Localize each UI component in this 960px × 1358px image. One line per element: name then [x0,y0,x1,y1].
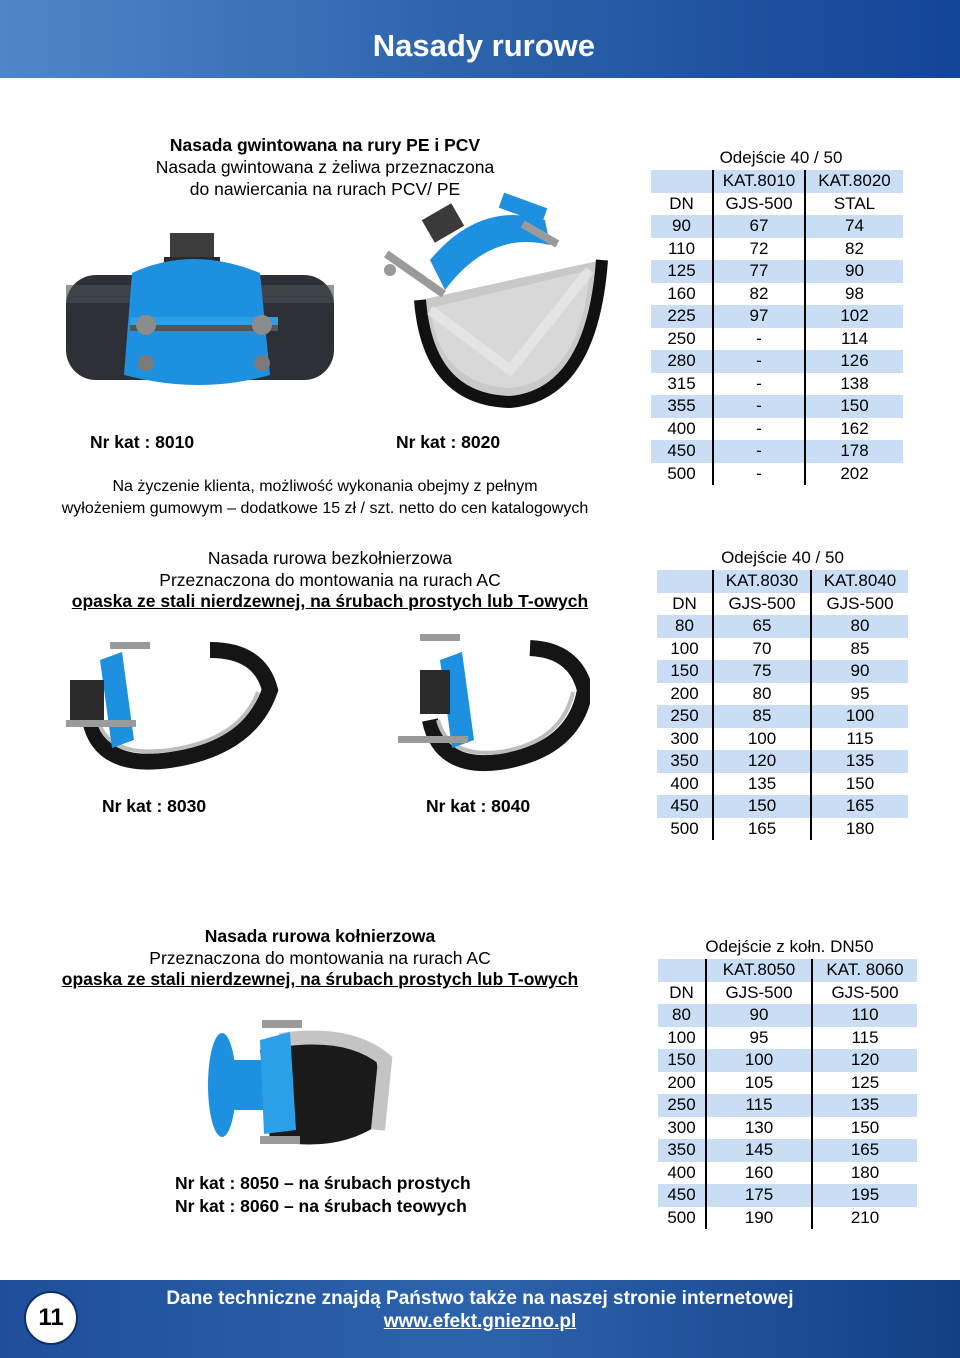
section3-text [30,926,610,991]
table-cell: 102 [805,305,903,328]
table-row [658,1072,917,1095]
table-cell: 150 [658,1049,706,1072]
table-cell: 225 [651,305,713,328]
table-row [657,660,908,683]
table-subheader-cell: DN [651,193,713,216]
table-cell: 72 [713,238,805,261]
table-cell: - [713,440,805,463]
table-caption: Odejście 40 / 50 [721,548,844,567]
table-cell: 70 [713,638,811,661]
catalog-number-8040: Nr kat : 8040 [426,796,531,816]
table-cell: 200 [657,683,713,706]
table-cell: 200 [658,1072,706,1095]
table-cell: 300 [658,1117,706,1140]
table-cell: 77 [713,260,805,283]
table-cell: 82 [713,283,805,306]
table-cell: 115 [846,728,874,748]
table-row [658,1139,917,1162]
product-photo-8020 [370,190,610,415]
table-cell: 75 [713,660,811,683]
spec-table-8050-8060 [658,935,917,1229]
table-cell: 100 [706,1049,812,1072]
table-cell: 150 [845,773,875,793]
table-row [651,463,903,486]
table-row [651,350,903,373]
table-cell: 130 [706,1117,812,1140]
table-cell: 95 [850,683,870,703]
table-cell: 115 [706,1094,812,1117]
table-cell: 400 [658,1162,706,1185]
table-cell: 450 [651,440,713,463]
table-subheader-cell: GJS-500 [826,593,894,613]
table-row [657,683,908,706]
section1-title: Nasada gwintowana na rury PE i PCV [169,135,481,155]
table-cell: 150 [850,1117,880,1137]
table-cell: 450 [658,1184,706,1207]
table-cell: 175 [706,1184,812,1207]
table-header-cell: KAT.8010 [713,170,805,193]
table-cell: - [713,328,805,351]
table-cell: 150 [713,795,811,818]
table-subheader-cell: GJS-500 [713,593,811,616]
table-cell: - [713,373,805,396]
table-cell: 85 [850,638,870,658]
table-cell: 105 [706,1072,812,1095]
table-header-cell: KAT.8050 [706,959,812,982]
table-row [657,750,908,773]
table-subheader-cell: DN [657,593,713,616]
table-cell: 90 [811,660,908,683]
table-row [651,260,903,283]
table-row [651,440,903,463]
table-cell: - [713,418,805,441]
section3-catalog-numbers [175,1172,471,1217]
table-row [657,705,908,728]
table-cell: 250 [657,705,713,728]
table-cell: 400 [651,418,713,441]
table-cell: 135 [713,773,811,796]
table-row [658,1162,917,1185]
table-cell: 165 [812,1139,917,1162]
table-cell: 100 [713,728,811,751]
table-row [658,1207,917,1230]
table-subheader-cell: GJS-500 [706,982,812,1005]
section3-underline: opaska ze stali nierdzewnej, na śrubach prostych lub T-owych [61,969,579,989]
table-cell: 82 [845,238,864,258]
table-cell: 210 [850,1207,880,1227]
catalog-number-8060: Nr kat : 8060 – na śrubach teowych [175,1195,467,1216]
table-header-cell [658,959,706,982]
table-caption: Odejście 40 / 50 [719,148,843,167]
product-photo-8010 [60,225,340,405]
table-cell: 160 [651,283,713,306]
table-cell: 300 [657,728,713,751]
table-row [658,1027,917,1050]
table-cell: 355 [651,395,713,418]
table-cell: 110 [812,1004,917,1027]
table-cell: 125 [651,260,713,283]
table-row [651,215,903,238]
table-cell: 126 [805,350,903,373]
table-cell: 65 [713,615,811,638]
product-photo-8040 [390,630,590,780]
product-photo-8030 [60,630,280,780]
table-subheader-cell: GJS-500 [831,982,899,1002]
table-cell: 195 [812,1184,917,1207]
table-header-cell [651,170,713,193]
table-row [658,1094,917,1117]
table-row [651,238,903,261]
table-header-cell: KAT.8030 [713,570,811,593]
spec-table-8030-8040 [657,546,908,840]
table-row [657,773,908,796]
table-cell: 160 [706,1162,812,1185]
table-row [657,615,908,638]
section3-desc: Przeznaczona do montowania na rurach AC [149,947,491,968]
section1-note-line2: wyłożeniem gumowym – dodatkowe 15 zł / szt. netto do cen katalogowych [61,500,589,517]
table-row [651,305,903,328]
catalog-number-8030: Nr kat : 8030 [102,796,207,816]
table-header-cell: KAT. 8060 [812,959,917,982]
table-cell: 162 [840,418,869,438]
table-subheader-cell: STAL [833,193,876,213]
table-cell: 350 [657,750,713,773]
catalog-number-8010: Nr kat : 8010 [90,432,195,452]
table-cell: 100 [811,705,908,728]
table-cell: 90 [651,215,713,238]
table-cell: 350 [658,1139,706,1162]
catalog-number-8020: Nr kat : 8020 [396,432,501,452]
section2-desc: Przeznaczona do montowania na rurach AC [159,569,501,590]
section1-desc-line1: Nasada gwintowana z żeliwa przeznaczona [155,157,495,177]
table-row [657,638,908,661]
table-cell: 450 [657,795,713,818]
table-cell: 120 [812,1049,917,1072]
table-cell: 125 [850,1072,880,1092]
page-title: Nasady rurowe [372,28,595,63]
table-cell: 114 [840,328,869,348]
table-cell: 67 [713,215,805,238]
table-cell: 80 [811,615,908,638]
table-cell: 190 [706,1207,812,1230]
table-cell: 80 [713,683,811,706]
table-cell: 90 [805,260,903,283]
page-number: 11 [24,1291,78,1345]
table-cell: 110 [651,238,713,261]
footer-website-link[interactable]: www.efekt.gniezno.pl [383,1311,577,1332]
table-cell: - [713,350,805,373]
table-cell: 500 [658,1207,706,1230]
table-cell: 202 [840,463,869,483]
table-row [651,418,903,441]
table-cell: 280 [651,350,713,373]
table-row [651,328,903,351]
table-row [658,1117,917,1140]
table-row [658,1004,917,1027]
table-cell: 135 [812,1094,917,1117]
section2-underline: opaska ze stali nierdzewnej, na śrubach prostych lub T-owych [71,591,589,611]
section1-note-line1: Na życzenie klienta, możliwość wykonania obejmy z pełnym [112,478,538,495]
table-cell: 74 [805,215,903,238]
table-cell: 95 [706,1027,812,1050]
table-cell: 138 [840,373,869,393]
table-row [657,818,908,841]
table-row [651,373,903,396]
table-cell: 178 [805,440,903,463]
section2-title: Nasada rurowa bezkołnierzowa [207,548,453,568]
spec-table-8010-8020 [651,146,903,485]
table-cell: 115 [851,1027,879,1047]
table-cell: 500 [651,463,713,486]
table-subheader-cell: GJS-500 [713,193,805,216]
table-cell: 98 [845,283,864,303]
table-cell: 80 [658,1004,706,1027]
table-row [651,395,903,418]
table-row [658,1184,917,1207]
table-cell: 165 [811,795,908,818]
section1-desc-line2: do nawiercania na rurach PCV/ PE [189,179,461,199]
table-row [658,1049,917,1072]
table-cell: 100 [657,638,713,661]
table-cell: 250 [658,1094,706,1117]
table-row [657,795,908,818]
catalog-number-8050: Nr kat : 8050 – na śrubach prostych [175,1173,471,1193]
section3-title: Nasada rurowa kołnierzowa [204,926,436,946]
section2-text [30,548,630,613]
table-header-cell: KAT.8020 [805,170,903,193]
table-cell: 80 [657,615,713,638]
table-header-cell: KAT.8040 [811,570,908,593]
table-caption: Odejście z kołn. DN50 [705,937,874,956]
table-cell: - [713,463,805,486]
table-cell: 250 [651,328,713,351]
table-cell: 180 [850,1162,880,1182]
table-subheader-cell: DN [658,982,706,1005]
table-cell: - [713,395,805,418]
table-cell: 97 [713,305,805,328]
table-cell: 100 [658,1027,706,1050]
product-photo-8050-8060 [200,1010,400,1160]
table-cell: 400 [657,773,713,796]
table-row [651,283,903,306]
section1-note [40,476,610,520]
table-cell: 500 [657,818,713,841]
table-row [657,728,908,751]
table-cell: 150 [657,660,713,683]
table-cell: 180 [845,818,875,838]
table-cell: 120 [713,750,811,773]
footer-text: Dane techniczne znajdą Państwo także na naszej stronie internetowej [166,1288,794,1309]
table-cell: 165 [713,818,811,841]
table-cell: 135 [811,750,908,773]
table-cell: 315 [651,373,713,396]
table-cell: 90 [706,1004,812,1027]
table-cell: 150 [805,395,903,418]
table-header-cell [657,570,713,593]
table-cell: 85 [713,705,811,728]
table-cell: 145 [706,1139,812,1162]
